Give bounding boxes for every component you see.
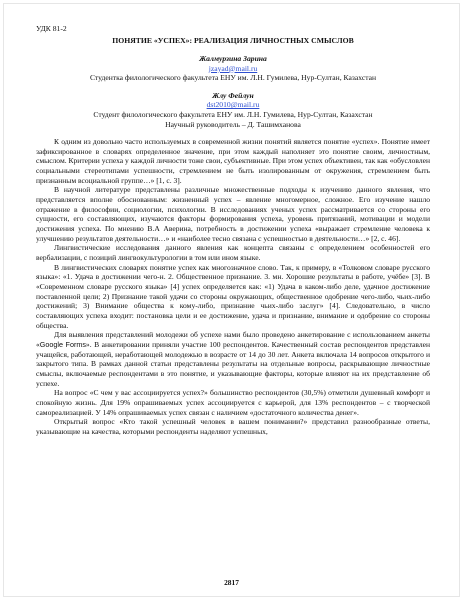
author-email-link[interactable]: dst2010@mail.ru — [206, 100, 260, 110]
author-affiliation: Студент филологического факультета ЕНУ им. Л.Н. Гумилева, Нур-Султан, Казахстан — [93, 109, 373, 119]
author-block-1 — [36, 54, 430, 83]
author-email-link[interactable]: jzayad@mail.ru — [208, 63, 258, 73]
author-name: Жлу Фейлун — [212, 90, 254, 100]
paragraph-5 — [36, 330, 430, 388]
paragraph-2: В научной литературе представлены различные множественные подходы к изучению данного явления, что представляется вполне обоснованным: жизненный успех – явление многомерное, сложное. Его изучение нашло отражение в философии, социологии, психологии. В исследованиях ученых успех рассматривается со стороны его сущности, его составляющих, изучаются факторы формирования успеха, уровень притязаний, мотивации и модели достижения успеха. По мнению В.А Аверина, потребность в достижении успеха «выражает стремление человека к улучшению результатов деятельности…» и «наиболее тесно связана с успешностью в деятельности…» [2, с. 46]. — [36, 185, 430, 243]
google-forms-name: Google Forms — [39, 339, 86, 349]
paragraph-6: На вопрос «С чем у вас ассоциируется успех?» большинство респондентов (30,5%) отметили душевный комфорт и спокойную жизнь. Для 19% опрашиваемых успех ассоциируется с карьерой, для 13% респондентов – с творческой самореализацией. У 14% опрашиваемых успех связан с наличием «достаточного количества денег». — [36, 388, 430, 417]
author-block-2 — [36, 91, 430, 129]
paragraph-5-text-a: Для выявления представлений молодежи об успехе нами было проведено анкетирование с использованием анкеты « — [36, 330, 430, 349]
author-affiliation: Студентка филологического факультета ЕНУ им. Л.Н. Гумилева, Нур-Султан, Казахстан — [89, 73, 377, 83]
paragraph-5-text-b: ». В анкетировании приняли участие 100 респондентов. Качественный состав респондентов представлен учащейся, работающей, неработающей молодежью в возрасте от 14 до 30 лет. Анкета включала 14 вопросов открытого и закрытого типа. В рамках данной статьи представлены результаты на отдельные вопросы, раскрывающие личностные смыслы, включаемые респондентами в это понятие, и указывающие факторы, которые влияют на их представление об успехе. — [36, 339, 430, 388]
paragraph-1: К одним из довольно часто используемых в современной жизни понятий является понятие «успех». Понятие имеет зафиксированное в словарях определенное значение, при этом каждый наполняет это понятие своим, личностным, смыслом. Критерии успеха у каждой личности тоже свои, субъективные. При этом успех объективен, так как «обусловлен социальными стереотипами успешности, стремлением не быть изолированным от окружения, стремлением быть признанным всоциальной группе…» [1, с. 3]. — [36, 137, 430, 185]
author-name: Жалмурзина Зарина — [199, 54, 267, 63]
paragraph-7: Открытый вопрос «Кто такой успешный человек в вашем понимании?» представил разнообразные ответы, указывающие на качества, которыми респонденты наделяют успешных, — [36, 417, 430, 436]
supervisor-line: Научный руководитель – Д. Ташимханова — [165, 119, 301, 129]
paragraph-4: В лингвистических словарях понятие успех как многозначное слово. Так, к примеру, в «Толковом словаре русского языка»: «1. Удача в достижении чего-н. 2. Общественное признание. 3. мн. Хорошие результаты в работе, учёбе» [3]. В «Современном словаре русского языка» [4] успех определяется как: «1) Удача в каком-либо деле, удачное достижение поставленной цели; 2) Признание такой удачи со стороны окружающих, общественное одобрение чего-либо, чьих-либо достижений; 3) Внимание общества к кому-либо, признание чьих-либо заслуг» [4]. Следовательно, в число составляющих успеха входит: постановка цели и ее достижение, удача и признание, внимание и одобрение со стороны общества. — [36, 262, 430, 330]
page-number: 2817 — [224, 578, 239, 587]
paragraph-3: Лингвистические исследования данного явления как концепта связаны с определением особенностей его вербализации, с позиций лингвокультурологии в том или ином языке. — [36, 243, 430, 263]
article-title: ПОНЯТИЕ «УСПЕХ»: РЕАЛИЗАЦИЯ ЛИЧНОСТНЫХ СМЫСЛОВ — [112, 36, 354, 45]
udc-code: УДК 81-2 — [36, 24, 67, 33]
